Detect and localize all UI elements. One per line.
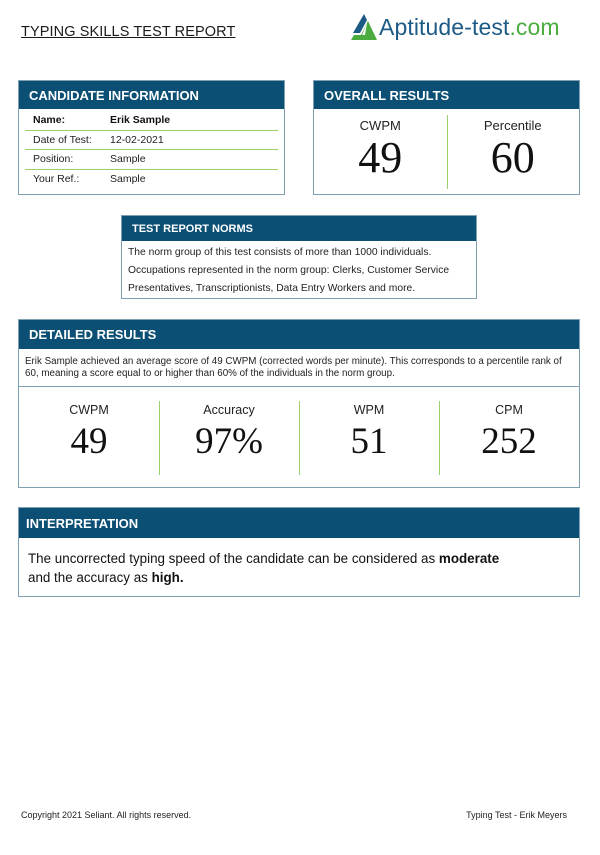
metric-cwpm [314,109,447,195]
interpretation-speed-prefix: The uncorrected typing speed of the candidate can be considered as [28,551,439,566]
interpretation-panel [18,507,580,597]
detailed-metrics [19,387,579,487]
info-row-reference [25,170,278,190]
footer-copyright: Copyright 2021 Seliant. All rights reserved. [21,810,192,820]
info-row-date [25,131,278,151]
norms-line: The norm group of this test consists of more than 1000 individuals. [128,247,432,258]
metric-label: Accuracy [203,403,255,417]
metric-label: CWPM [69,403,109,417]
overall-results-heading: OVERALL RESULTS [314,81,579,109]
speed-rating: moderate [438,551,500,566]
info-label: Position: [33,153,74,166]
metric-percentile [447,109,580,195]
metric-cpm [439,387,579,487]
metric-label: CPM [495,403,523,417]
interpretation-line-2 [28,568,579,587]
report-title: TYPING SKILLS TEST REPORT [21,24,236,40]
detailed-results-heading: DETAILED RESULTS [19,320,579,349]
metric-value: 49 [70,421,108,462]
interpretation-text [19,538,579,587]
metric-accuracy [159,387,299,487]
metric-value: 60 [490,133,535,182]
footer-test-info: Typing Test - Erik Meyers [466,810,567,820]
detailed-results-panel [18,319,580,488]
overall-results-panel [313,80,580,195]
interpretation-heading: INTERPRETATION [19,508,579,538]
info-label: Name: [33,114,66,127]
brand-logo [350,12,560,42]
metric-value: 252 [481,421,537,462]
logo-text: Aptitude-test.com [379,13,560,40]
metric-cwpm [19,387,159,487]
test-report-norms-panel [121,215,477,299]
candidate-information-panel [18,80,285,195]
aptitude-mountain-logo-icon [350,13,378,41]
norms-heading: TEST REPORT NORMS [122,216,476,241]
metric-value: 51 [350,421,388,462]
metric-value: 97% [195,421,263,462]
info-label: Date of Test: [33,133,92,146]
interpretation-accuracy-prefix: and the accuracy as [28,570,152,585]
info-value: Erik Sample [110,114,171,127]
metric-label: CWPM [359,118,401,133]
info-row-name [25,111,278,131]
info-value: 12-02-2021 [110,133,164,146]
metric-value: 49 [358,133,403,182]
metric-wpm [299,387,439,487]
info-row-position [25,150,278,170]
info-label: Your Ref.: [33,173,80,186]
interpretation-line-1 [28,549,579,568]
candidate-info-table [19,109,284,189]
info-value: Sample [110,173,146,186]
norms-line: Occupations represented in the norm group: Clerks, Customer Service [128,265,450,276]
norms-text [122,241,476,298]
norms-line: Presentatives, Transcriptionists, Data Entry Workers and more. [128,283,416,294]
metric-label: Percentile [483,118,542,133]
accuracy-rating: high. [151,570,184,585]
candidate-information-heading: CANDIDATE INFORMATION [19,81,284,109]
info-value: Sample [110,153,146,166]
detailed-summary: Erik Sample achieved an average score of 49 CWPM (corrected words per minute). This corresponds to a percentile rank of 60, meaning a score equal to or higher than 60% of the individuals in the norm group. [19,349,579,387]
overall-metrics [314,109,579,195]
metric-label: WPM [353,403,385,417]
